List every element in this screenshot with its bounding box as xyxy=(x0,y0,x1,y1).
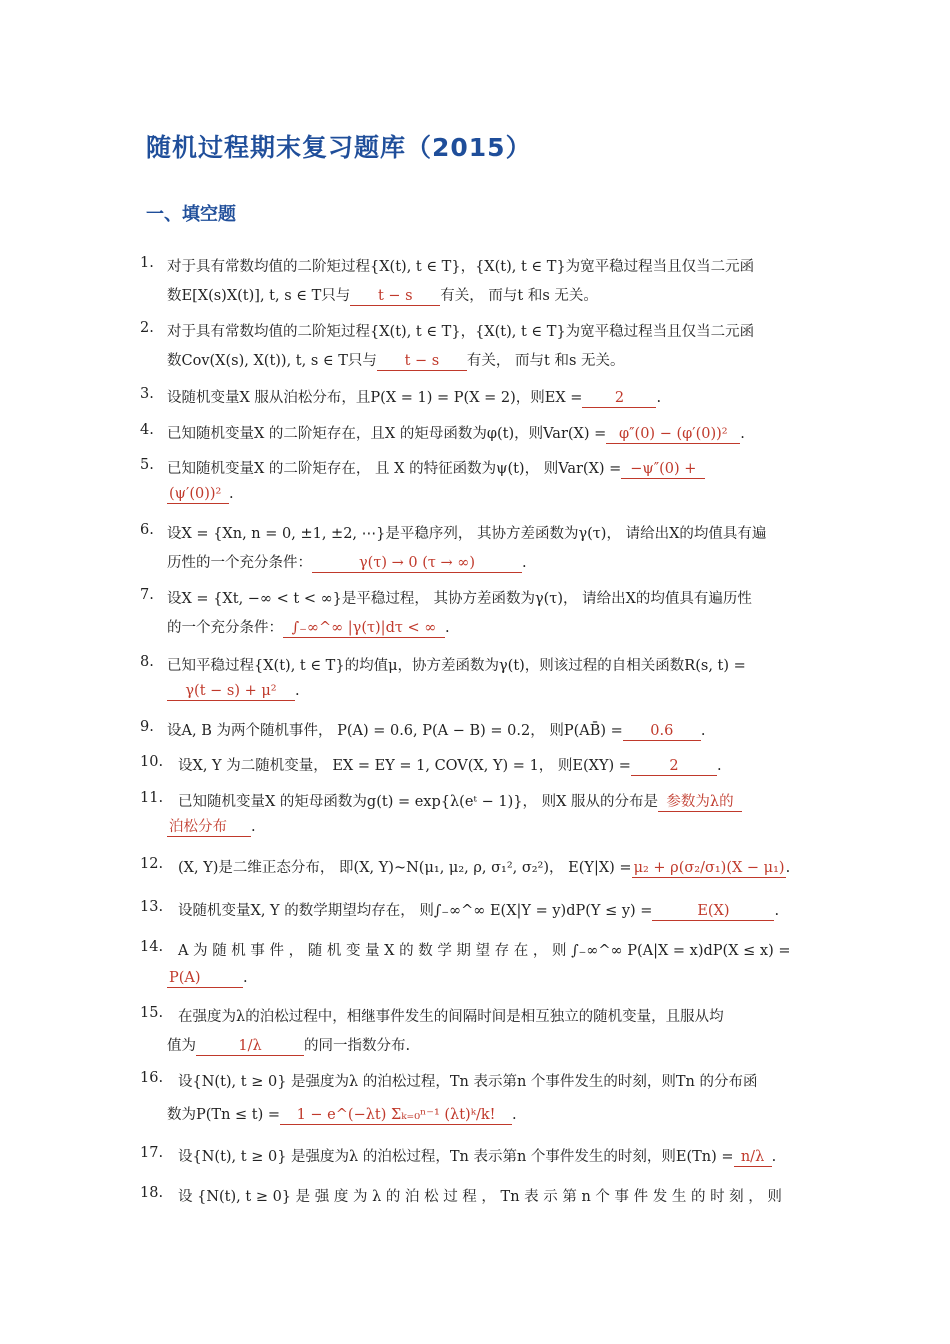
answer-blank: 泊松分布 xyxy=(167,819,251,837)
question-text-line2 xyxy=(167,349,625,371)
answer-blank: 参数为λ的 xyxy=(658,794,742,812)
answer-blank: t − s xyxy=(350,288,440,306)
question-text: 对于具有常数均值的二阶矩过程{X(t), t ∈ T}，{X(t), t ∈ T}为宽平稳过程当且仅当二元函 xyxy=(167,259,755,275)
question-text: 设{N(t), t ≥ 0} 是强度为λ 的泊松过程，Tn 表示第n 个事件发生的时刻，则Tn 的分布函 xyxy=(178,1074,758,1090)
question-text-line1 xyxy=(167,457,705,479)
answer-blank: γ(τ) → 0 (τ → ∞) xyxy=(312,555,522,573)
question-number: 6. xyxy=(140,522,154,538)
question-number: 2. xyxy=(140,320,154,336)
question-number: 4. xyxy=(140,422,154,438)
answer-blank: P(A) xyxy=(167,970,243,988)
question-text: 数为P(Tn ≤ t) = xyxy=(167,1107,281,1123)
question-text: 已知随机变量X 的二阶矩存在， 且 X 的特征函数为ψ(t)， 则Var(X) = xyxy=(167,461,622,477)
question-text-line1 xyxy=(178,790,742,812)
question-text: . xyxy=(774,903,780,919)
question-text-line1 xyxy=(178,754,722,776)
question-text: 设X = {Xt, −∞ < t < ∞}是平稳过程， 其协方差函数为γ(τ)， 请给出X的均值具有遍历性 xyxy=(167,591,752,607)
question-text-line1 xyxy=(167,719,705,741)
question-number: 15. xyxy=(140,1005,164,1021)
answer-blank: 0.6 xyxy=(623,723,701,741)
question-number: 14. xyxy=(140,939,164,955)
question-text: 设X, Y 为二随机变量， EX = EY = 1, COV(X, Y) = 1， 则E(XY) = xyxy=(178,758,631,774)
question-text: 有关， 而与t 和s 无关。 xyxy=(466,353,625,369)
question-number: 16. xyxy=(140,1070,164,1086)
question-text: 设 {N(t), t ≥ 0} 是 强 度 为 λ 的 泊 松 过 程 ， Tn 表 示 第 n 个 事 件 发 生 的 时 刻 ， 则 xyxy=(178,1189,782,1205)
question-number: 18. xyxy=(140,1185,164,1201)
question-text: (X, Y)是二维正态分布， 即(X, Y)~N(μ₁, μ₂, ρ, σ₁², σ₂²)， E(Y|X) = xyxy=(178,860,632,876)
question-number: 9. xyxy=(140,719,154,735)
question-text: 已知平稳过程{X(t), t ∈ T}的均值μ，协方差函数为γ(t)，则该过程的自相关函数R(s, t) = xyxy=(167,658,746,674)
question-text: A 为 随 机 事 件 ， 随 机 变 量 X 的 数 学 期 望 存 在 ， 则 ∫₋∞^∞ P(A|X = x)dP(X ≤ x) = xyxy=(178,943,791,959)
question-text: 值为 xyxy=(167,1038,196,1054)
question-text: 设随机变量X, Y 的数学期望均存在， 则∫₋∞^∞ E(X|Y = y)dP(Y ≤ y) = xyxy=(178,903,653,919)
question-number: 8. xyxy=(140,654,154,670)
question-number: 13. xyxy=(140,899,164,915)
question-text-line1 xyxy=(178,1145,776,1167)
question-text-line1 xyxy=(167,422,745,444)
question-text: 数E[X(s)X(t)], t, s ∈ T只与 xyxy=(167,288,351,304)
question-text-line2 xyxy=(167,486,234,504)
question-text-line2 xyxy=(167,1103,517,1125)
question-text: 对于具有常数均值的二阶矩过程{X(t), t ∈ T}，{X(t), t ∈ T}为宽平稳过程当且仅当二元函 xyxy=(167,324,755,340)
question-text: . xyxy=(785,860,791,876)
document-title: 随机过程期末复习题库（2015） xyxy=(146,133,532,162)
answer-blank: 2 xyxy=(631,758,717,776)
question-number: 1. xyxy=(140,255,154,271)
question-text: 的同一指数分布. xyxy=(304,1038,411,1054)
answer-blank: n/λ xyxy=(734,1149,772,1167)
question-text: 有关， 而与t 和s 无关。 xyxy=(440,288,598,304)
question-text: . xyxy=(295,683,300,699)
question-text: 已知随机变量X 的矩母函数为g(t) = exp{λ(eᵗ − 1)}， 则X 服从的分布是 xyxy=(178,794,659,810)
question-text-line2 xyxy=(167,616,450,638)
question-text-line1 xyxy=(167,386,661,408)
question-text: . xyxy=(656,390,662,406)
question-number: 5. xyxy=(140,457,154,473)
question-text-line2 xyxy=(167,1034,410,1056)
answer-blank: (ψ′(0))² xyxy=(167,486,229,504)
question-text: . xyxy=(771,1149,777,1165)
question-text: . xyxy=(512,1107,517,1123)
answer-blank: t − s xyxy=(377,353,467,371)
question-text-line2 xyxy=(167,683,300,701)
question-text: 设{N(t), t ≥ 0} 是强度为λ 的泊松过程，Tn 表示第n 个事件发生的时刻，则E(Tn) = xyxy=(178,1149,734,1165)
question-number: 11. xyxy=(140,790,164,806)
question-text: . xyxy=(445,620,450,636)
question-number: 10. xyxy=(140,754,164,770)
question-text: . xyxy=(229,486,234,502)
question-text: 设X = {Xn, n = 0, ±1, ±2, ⋯}是平稳序列， 其协方差函数为γ(τ)， 请给出X的均值具有遍 xyxy=(167,526,767,542)
question-text-line2 xyxy=(167,551,527,573)
answer-blank: E(X) xyxy=(652,903,774,921)
section-heading: 一、填空题 xyxy=(146,204,236,225)
question-text: 历性的一个充分条件： xyxy=(167,555,312,571)
question-text: . xyxy=(251,819,256,835)
answer-blank: 1 − e^(−λt) Σₖ₌₀ⁿ⁻¹ (λt)ᵏ/k! xyxy=(280,1107,512,1125)
question-text-line2 xyxy=(167,970,248,988)
question-text: . xyxy=(716,758,722,774)
question-text: . xyxy=(243,970,248,986)
question-text: 已知随机变量X 的二阶矩存在，且X 的矩母函数为φ(t)，则Var(X) = xyxy=(167,426,607,442)
answer-blank: 2 xyxy=(582,390,656,408)
question-text: 设随机变量X 服从泊松分布，且P(X = 1) = P(X = 2)，则EX = xyxy=(167,390,583,406)
question-number: 7. xyxy=(140,587,154,603)
answer-blank: φ″(0) − (φ′(0))² xyxy=(606,426,740,444)
question-number: 3. xyxy=(140,386,154,402)
question-number: 12. xyxy=(140,856,164,872)
question-text: 设A, B 为两个随机事件， P(A) = 0.6, P(A − B) = 0.2， 则P(AB̄̄) = xyxy=(167,723,623,739)
question-text-line1 xyxy=(178,856,790,878)
question-text-line1 xyxy=(178,899,779,921)
answer-blank: ∫₋∞^∞ |γ(τ)|dτ < ∞ xyxy=(283,620,445,638)
question-text: 的一个充分条件： xyxy=(167,620,283,636)
question-text: . xyxy=(740,426,745,442)
question-text: 在强度为λ的泊松过程中，相继事件发生的间隔时间是相互独立的随机变量，且服从均 xyxy=(178,1009,724,1025)
question-text: . xyxy=(700,723,706,739)
answer-blank: γ(t − s) + μ² xyxy=(167,683,295,701)
answer-blank: −ψ″(0) + xyxy=(621,461,705,479)
question-text-line2 xyxy=(167,284,598,306)
question-text-line2 xyxy=(167,819,256,837)
question-text: 数Cov(X(s), X(t)), t, s ∈ T只与 xyxy=(167,353,377,369)
answer-blank: μ₂ + ρ(σ₂/σ₁)(X − μ₁) xyxy=(632,860,786,878)
question-text: . xyxy=(522,555,527,571)
answer-blank: 1/λ xyxy=(196,1038,304,1056)
question-number: 17. xyxy=(140,1145,164,1161)
